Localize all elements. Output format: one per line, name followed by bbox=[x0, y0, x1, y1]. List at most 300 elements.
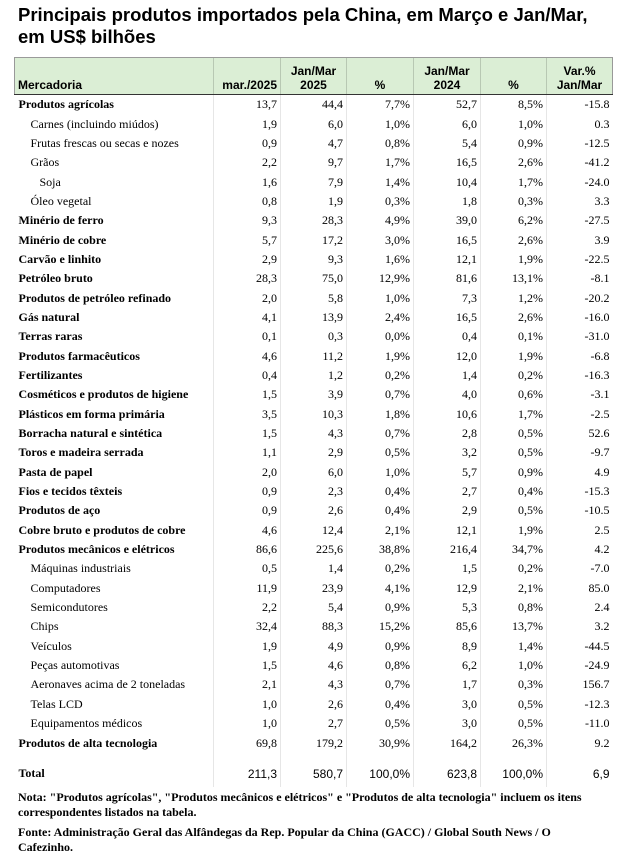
cell-janmar2025: 4,3 bbox=[281, 424, 347, 443]
cell-variation: -16.3 bbox=[547, 366, 613, 385]
cell-janmar2025: 28,3 bbox=[281, 211, 347, 230]
cell-pct-2024: 0,5% bbox=[481, 424, 547, 443]
cell-variation: -9.7 bbox=[547, 443, 613, 462]
cell-variation: 2.4 bbox=[547, 598, 613, 617]
cell-variation: 4.2 bbox=[547, 540, 613, 559]
cell-pct-2025: 12,9% bbox=[347, 269, 414, 288]
total-cell-mar2025: 211,3 bbox=[214, 761, 281, 787]
cell-pct-2024: 13,7% bbox=[481, 617, 547, 636]
cell-mercadoria: Óleo vegetal bbox=[30, 193, 92, 208]
cell-pct-2025: 0,4% bbox=[347, 695, 414, 714]
table-row bbox=[15, 424, 613, 443]
cell-pct-2024: 1,4% bbox=[481, 637, 547, 656]
cell-variation: -15.8 bbox=[547, 95, 613, 115]
cell-janmar2025: 5,8 bbox=[281, 288, 347, 307]
header-variation bbox=[547, 58, 613, 95]
total-cell-janmar2025: 580,7 bbox=[281, 761, 347, 787]
cell-pct-2025: 3,0% bbox=[347, 230, 414, 249]
cell-janmar2024: 12,9 bbox=[414, 579, 481, 598]
cell-janmar2025: 4,7 bbox=[281, 134, 347, 153]
table-row bbox=[15, 559, 613, 578]
cell-janmar2025: 2,3 bbox=[281, 482, 347, 501]
header-variation-line1: Var.% bbox=[563, 64, 596, 78]
cell-janmar2025: 225,6 bbox=[281, 540, 347, 559]
cell-mercadoria: Aeronaves acima de 2 toneladas bbox=[30, 677, 186, 692]
table-row bbox=[15, 617, 613, 636]
cell-variation: 0.3 bbox=[547, 114, 613, 133]
cell-pct-2024: 0,5% bbox=[481, 695, 547, 714]
cell-pct-2024: 0,9% bbox=[481, 463, 547, 482]
table-row bbox=[15, 733, 613, 752]
cell-pct-2025: 1,6% bbox=[347, 250, 414, 269]
cell-mercadoria: Produtos de aço bbox=[18, 503, 101, 518]
cell-mar2025: 28,3 bbox=[214, 269, 281, 288]
cell-mar2025: 1,9 bbox=[214, 114, 281, 133]
cell-pct-2025: 0,7% bbox=[347, 675, 414, 694]
cell-janmar2024: 39,0 bbox=[414, 211, 481, 230]
cell-mar2025: 32,4 bbox=[214, 617, 281, 636]
cell-janmar2025: 17,2 bbox=[281, 230, 347, 249]
cell-pct-2024: 0,9% bbox=[481, 134, 547, 153]
cell-variation: -31.0 bbox=[547, 327, 613, 346]
cell-variation: 85.0 bbox=[547, 579, 613, 598]
cell-mar2025: 69,8 bbox=[214, 733, 281, 752]
header-variation-line2: Jan/Mar bbox=[556, 78, 603, 92]
cell-janmar2024: 6,2 bbox=[414, 656, 481, 675]
cell-mercadoria: Frutas frescas ou secas e nozes bbox=[30, 135, 179, 150]
cell-pct-2025: 0,3% bbox=[347, 192, 414, 211]
spacer-cell bbox=[214, 753, 281, 761]
cell-janmar2025: 2,6 bbox=[281, 501, 347, 520]
cell-variation: -3.1 bbox=[547, 385, 613, 404]
cell-mercadoria: Produtos de petróleo refinado bbox=[18, 290, 172, 305]
cell-mercadoria: Peças automotivas bbox=[30, 658, 120, 673]
table-row bbox=[15, 366, 613, 385]
cell-mar2025: 1,5 bbox=[214, 424, 281, 443]
cell-pct-2025: 1,7% bbox=[347, 153, 414, 172]
cell-mar2025: 1,1 bbox=[214, 443, 281, 462]
cell-mercadoria: Cobre bruto e produtos de cobre bbox=[18, 522, 186, 537]
cell-mar2025: 2,2 bbox=[214, 598, 281, 617]
page-title: Principais produtos importados pela China, em Março e Jan/Mar, em US$ bilhões bbox=[18, 4, 588, 47]
header-pct-2024: % bbox=[481, 58, 547, 95]
cell-mercadoria: Fios e tecidos têxteis bbox=[18, 484, 123, 499]
header-janmar2024 bbox=[414, 58, 481, 95]
cell-janmar2025: 1,9 bbox=[281, 192, 347, 211]
cell-variation: 3.9 bbox=[547, 230, 613, 249]
cell-janmar2024: 1,7 bbox=[414, 675, 481, 694]
table-row bbox=[15, 675, 613, 694]
table-row bbox=[15, 230, 613, 249]
cell-janmar2025: 7,9 bbox=[281, 172, 347, 191]
cell-pct-2025: 0,7% bbox=[347, 424, 414, 443]
cell-mercadoria: Chips bbox=[30, 619, 59, 634]
cell-mercadoria: Toros e madeira serrada bbox=[18, 445, 144, 460]
cell-pct-2025: 0,5% bbox=[347, 443, 414, 462]
cell-pct-2024: 6,2% bbox=[481, 211, 547, 230]
cell-variation: -44.5 bbox=[547, 637, 613, 656]
cell-pct-2025: 0,0% bbox=[347, 327, 414, 346]
table-row bbox=[15, 598, 613, 617]
cell-janmar2025: 3,9 bbox=[281, 385, 347, 404]
total-cell-mercadoria: Total bbox=[18, 766, 45, 781]
cell-variation: 3.3 bbox=[547, 192, 613, 211]
cell-variation: -22.5 bbox=[547, 250, 613, 269]
cell-pct-2024: 0,3% bbox=[481, 192, 547, 211]
cell-pct-2025: 0,7% bbox=[347, 385, 414, 404]
table-row bbox=[15, 482, 613, 501]
cell-pct-2024: 0,8% bbox=[481, 598, 547, 617]
spacer-cell bbox=[281, 753, 347, 761]
cell-variation: -12.3 bbox=[547, 695, 613, 714]
cell-janmar2024: 12,1 bbox=[414, 521, 481, 540]
table-row bbox=[15, 211, 613, 230]
cell-mercadoria: Minério de cobre bbox=[18, 232, 107, 247]
cell-mar2025: 3,5 bbox=[214, 405, 281, 424]
cell-mercadoria: Soja bbox=[39, 174, 61, 189]
cell-janmar2025: 1,4 bbox=[281, 559, 347, 578]
cell-variation: 52.6 bbox=[547, 424, 613, 443]
cell-pct-2024: 0,3% bbox=[481, 675, 547, 694]
cell-janmar2025: 6,0 bbox=[281, 463, 347, 482]
cell-variation: 3.2 bbox=[547, 617, 613, 636]
cell-variation: -6.8 bbox=[547, 346, 613, 365]
cell-pct-2025: 0,4% bbox=[347, 501, 414, 520]
cell-janmar2024: 85,6 bbox=[414, 617, 481, 636]
cell-mercadoria: Grãos bbox=[30, 155, 60, 170]
cell-pct-2024: 26,3% bbox=[481, 733, 547, 752]
table-row bbox=[15, 153, 613, 172]
spacer-cell bbox=[347, 753, 414, 761]
table-row bbox=[15, 637, 613, 656]
cell-pct-2024: 1,9% bbox=[481, 346, 547, 365]
table-row bbox=[15, 327, 613, 346]
cell-pct-2024: 0,5% bbox=[481, 714, 547, 733]
cell-mercadoria: Carnes (incluindo miúdos) bbox=[30, 116, 159, 131]
cell-pct-2024: 0,5% bbox=[481, 443, 547, 462]
cell-mar2025: 4,1 bbox=[214, 308, 281, 327]
cell-pct-2025: 1,0% bbox=[347, 463, 414, 482]
cell-variation: -24.0 bbox=[547, 172, 613, 191]
cell-mar2025: 2,2 bbox=[214, 153, 281, 172]
cell-janmar2025: 179,2 bbox=[281, 733, 347, 752]
spacer-row bbox=[15, 753, 613, 761]
cell-pct-2025: 1,0% bbox=[347, 288, 414, 307]
cell-variation: -2.5 bbox=[547, 405, 613, 424]
cell-janmar2025: 75,0 bbox=[281, 269, 347, 288]
spacer-cell bbox=[15, 753, 214, 761]
cell-pct-2024: 1,2% bbox=[481, 288, 547, 307]
table-row bbox=[15, 714, 613, 733]
cell-mar2025: 0,4 bbox=[214, 366, 281, 385]
cell-janmar2024: 0,4 bbox=[414, 327, 481, 346]
cell-mercadoria: Fertilizantes bbox=[18, 367, 83, 382]
cell-pct-2025: 2,4% bbox=[347, 308, 414, 327]
cell-janmar2024: 1,8 bbox=[414, 192, 481, 211]
table-row bbox=[15, 250, 613, 269]
cell-janmar2024: 1,4 bbox=[414, 366, 481, 385]
cell-janmar2024: 16,5 bbox=[414, 153, 481, 172]
cell-janmar2024: 3,2 bbox=[414, 443, 481, 462]
cell-pct-2025: 0,5% bbox=[347, 714, 414, 733]
table-body bbox=[15, 95, 613, 787]
cell-mercadoria: Carvão e linhito bbox=[18, 251, 102, 266]
header-janmar2024-line2: 2024 bbox=[433, 78, 461, 92]
cell-mercadoria: Terras raras bbox=[18, 329, 83, 344]
table-row bbox=[15, 192, 613, 211]
cell-janmar2024: 5,4 bbox=[414, 134, 481, 153]
cell-janmar2024: 5,7 bbox=[414, 463, 481, 482]
cell-pct-2025: 1,9% bbox=[347, 346, 414, 365]
cell-janmar2025: 2,9 bbox=[281, 443, 347, 462]
cell-janmar2025: 44,4 bbox=[281, 95, 347, 115]
cell-pct-2025: 38,8% bbox=[347, 540, 414, 559]
total-cell-janmar2024: 623,8 bbox=[414, 761, 481, 787]
cell-pct-2025: 4,9% bbox=[347, 211, 414, 230]
total-row bbox=[15, 761, 613, 787]
cell-pct-2025: 4,1% bbox=[347, 579, 414, 598]
cell-janmar2024: 81,6 bbox=[414, 269, 481, 288]
cell-pct-2025: 0,8% bbox=[347, 134, 414, 153]
cell-janmar2025: 2,6 bbox=[281, 695, 347, 714]
table-row bbox=[15, 656, 613, 675]
cell-pct-2025: 0,4% bbox=[347, 482, 414, 501]
cell-pct-2024: 0,6% bbox=[481, 385, 547, 404]
table-header bbox=[15, 58, 613, 95]
cell-mar2025: 1,0 bbox=[214, 695, 281, 714]
table-row bbox=[15, 463, 613, 482]
cell-mar2025: 9,3 bbox=[214, 211, 281, 230]
cell-janmar2024: 5,3 bbox=[414, 598, 481, 617]
cell-janmar2024: 52,7 bbox=[414, 95, 481, 115]
cell-mar2025: 1,0 bbox=[214, 714, 281, 733]
cell-variation: -10.5 bbox=[547, 501, 613, 520]
cell-mercadoria: Veículos bbox=[30, 638, 72, 653]
cell-janmar2024: 16,5 bbox=[414, 308, 481, 327]
cell-mar2025: 0,9 bbox=[214, 134, 281, 153]
cell-pct-2024: 0,4% bbox=[481, 482, 547, 501]
cell-pct-2025: 2,1% bbox=[347, 521, 414, 540]
table-row bbox=[15, 540, 613, 559]
table-row bbox=[15, 695, 613, 714]
cell-mercadoria: Petróleo bruto bbox=[18, 271, 93, 286]
cell-janmar2025: 88,3 bbox=[281, 617, 347, 636]
table-row bbox=[15, 269, 613, 288]
cell-janmar2025: 5,4 bbox=[281, 598, 347, 617]
cell-janmar2024: 216,4 bbox=[414, 540, 481, 559]
table-row bbox=[15, 346, 613, 365]
header-janmar2024-line1: Jan/Mar bbox=[424, 64, 470, 78]
cell-janmar2024: 6,0 bbox=[414, 114, 481, 133]
cell-pct-2024: 2,6% bbox=[481, 230, 547, 249]
table-row bbox=[15, 521, 613, 540]
cell-pct-2024: 8,5% bbox=[481, 95, 547, 115]
cell-janmar2024: 10,6 bbox=[414, 405, 481, 424]
cell-variation: -12.5 bbox=[547, 134, 613, 153]
cell-pct-2025: 0,9% bbox=[347, 598, 414, 617]
cell-mercadoria: Plásticos em forma primária bbox=[18, 406, 165, 421]
cell-pct-2025: 0,2% bbox=[347, 559, 414, 578]
table-row bbox=[15, 172, 613, 191]
table-row bbox=[15, 288, 613, 307]
cell-pct-2025: 1,8% bbox=[347, 405, 414, 424]
cell-variation: 9.2 bbox=[547, 733, 613, 752]
spacer-cell bbox=[414, 753, 481, 761]
cell-mar2025: 2,0 bbox=[214, 288, 281, 307]
cell-pct-2024: 2,6% bbox=[481, 308, 547, 327]
cell-mar2025: 2,9 bbox=[214, 250, 281, 269]
cell-janmar2024: 4,0 bbox=[414, 385, 481, 404]
total-cell-variation: 6,9 bbox=[547, 761, 613, 787]
cell-pct-2024: 0,2% bbox=[481, 366, 547, 385]
table-row bbox=[15, 443, 613, 462]
cell-mar2025: 1,5 bbox=[214, 385, 281, 404]
cell-pct-2025: 30,9% bbox=[347, 733, 414, 752]
cell-mar2025: 0,8 bbox=[214, 192, 281, 211]
cell-janmar2024: 2,7 bbox=[414, 482, 481, 501]
cell-variation: 4.9 bbox=[547, 463, 613, 482]
header-pct-2025: % bbox=[347, 58, 414, 95]
cell-mar2025: 11,9 bbox=[214, 579, 281, 598]
cell-pct-2025: 0,2% bbox=[347, 366, 414, 385]
header-janmar2025-line2: 2025 bbox=[300, 78, 327, 92]
cell-mercadoria: Borracha natural e sintética bbox=[18, 426, 163, 441]
cell-mercadoria: Semicondutores bbox=[30, 600, 108, 615]
cell-janmar2024: 7,3 bbox=[414, 288, 481, 307]
cell-janmar2025: 1,2 bbox=[281, 366, 347, 385]
total-cell-pct-2024: 100,0% bbox=[481, 761, 547, 787]
cell-mar2025: 0,5 bbox=[214, 559, 281, 578]
cell-pct-2024: 0,5% bbox=[481, 501, 547, 520]
cell-janmar2025: 6,0 bbox=[281, 114, 347, 133]
cell-pct-2024: 1,7% bbox=[481, 405, 547, 424]
table-row bbox=[15, 114, 613, 133]
cell-mar2025: 0,9 bbox=[214, 501, 281, 520]
cell-pct-2024: 0,2% bbox=[481, 559, 547, 578]
cell-mar2025: 4,6 bbox=[214, 521, 281, 540]
cell-pct-2025: 7,7% bbox=[347, 95, 414, 115]
spacer-cell bbox=[547, 753, 613, 761]
footnote: Nota: "Produtos agrícolas", "Produtos mecânicos e elétricos" e "Produtos de alta tecnologia" incluem os itens correspondentes listados na tabela. bbox=[18, 790, 582, 819]
table-row bbox=[15, 501, 613, 520]
cell-mar2025: 0,9 bbox=[214, 482, 281, 501]
cell-variation: -15.3 bbox=[547, 482, 613, 501]
cell-pct-2025: 0,8% bbox=[347, 656, 414, 675]
cell-mar2025: 4,6 bbox=[214, 346, 281, 365]
cell-janmar2025: 23,9 bbox=[281, 579, 347, 598]
cell-mar2025: 1,9 bbox=[214, 637, 281, 656]
cell-variation: -16.0 bbox=[547, 308, 613, 327]
cell-mercadoria: Produtos mecânicos e elétricos bbox=[18, 542, 175, 557]
total-cell-pct-2025: 100,0% bbox=[347, 761, 414, 787]
cell-pct-2024: 1,9% bbox=[481, 250, 547, 269]
cell-mercadoria: Produtos de alta tecnologia bbox=[18, 735, 158, 750]
cell-janmar2024: 8,9 bbox=[414, 637, 481, 656]
cell-pct-2024: 34,7% bbox=[481, 540, 547, 559]
cell-mar2025: 2,0 bbox=[214, 463, 281, 482]
header-janmar2025-line1: Jan/Mar bbox=[290, 64, 337, 78]
cell-variation: -20.2 bbox=[547, 288, 613, 307]
cell-mercadoria: Telas LCD bbox=[30, 696, 83, 711]
cell-janmar2024: 2,9 bbox=[414, 501, 481, 520]
cell-janmar2024: 1,5 bbox=[414, 559, 481, 578]
cell-mercadoria: Gás natural bbox=[18, 309, 80, 324]
cell-janmar2024: 16,5 bbox=[414, 230, 481, 249]
cell-mercadoria: Pasta de papel bbox=[18, 464, 93, 479]
cell-mercadoria: Minério de ferro bbox=[18, 213, 104, 228]
header-mar2025: mar./2025 bbox=[214, 58, 281, 95]
cell-mar2025: 1,6 bbox=[214, 172, 281, 191]
cell-mar2025: 13,7 bbox=[214, 95, 281, 115]
cell-pct-2024: 0,1% bbox=[481, 327, 547, 346]
cell-mercadoria: Cosméticos e produtos de higiene bbox=[18, 387, 189, 402]
header-janmar2025 bbox=[281, 58, 347, 95]
cell-janmar2025: 4,3 bbox=[281, 675, 347, 694]
cell-mercadoria: Produtos agrícolas bbox=[18, 97, 114, 112]
cell-pct-2024: 1,7% bbox=[481, 172, 547, 191]
cell-mercadoria: Computadores bbox=[30, 580, 101, 595]
cell-janmar2025: 9,7 bbox=[281, 153, 347, 172]
spacer-cell bbox=[481, 753, 547, 761]
cell-mercadoria: Equipamentos médicos bbox=[30, 716, 143, 731]
cell-mar2025: 0,1 bbox=[214, 327, 281, 346]
cell-pct-2024: 1,0% bbox=[481, 656, 547, 675]
header-mercadoria: Mercadoria bbox=[15, 58, 214, 95]
cell-janmar2024: 12,0 bbox=[414, 346, 481, 365]
cell-mar2025: 5,7 bbox=[214, 230, 281, 249]
cell-variation: -24.9 bbox=[547, 656, 613, 675]
cell-janmar2025: 9,3 bbox=[281, 250, 347, 269]
cell-pct-2025: 15,2% bbox=[347, 617, 414, 636]
cell-janmar2024: 12,1 bbox=[414, 250, 481, 269]
cell-pct-2025: 1,4% bbox=[347, 172, 414, 191]
cell-mar2025: 86,6 bbox=[214, 540, 281, 559]
cell-variation: -41.2 bbox=[547, 153, 613, 172]
table-row bbox=[15, 405, 613, 424]
imports-table bbox=[14, 57, 613, 787]
cell-janmar2024: 10,4 bbox=[414, 172, 481, 191]
table-row bbox=[15, 385, 613, 404]
cell-pct-2024: 2,6% bbox=[481, 153, 547, 172]
cell-janmar2024: 3,0 bbox=[414, 714, 481, 733]
cell-janmar2025: 0,3 bbox=[281, 327, 347, 346]
cell-pct-2025: 1,0% bbox=[347, 114, 414, 133]
cell-janmar2024: 164,2 bbox=[414, 733, 481, 752]
cell-janmar2025: 13,9 bbox=[281, 308, 347, 327]
cell-pct-2024: 2,1% bbox=[481, 579, 547, 598]
cell-mercadoria: Produtos farmacêuticos bbox=[18, 348, 140, 363]
cell-mar2025: 1,5 bbox=[214, 656, 281, 675]
cell-pct-2024: 13,1% bbox=[481, 269, 547, 288]
cell-janmar2025: 12,4 bbox=[281, 521, 347, 540]
cell-mar2025: 2,1 bbox=[214, 675, 281, 694]
cell-variation: -11.0 bbox=[547, 714, 613, 733]
cell-variation: 156.7 bbox=[547, 675, 613, 694]
table-row bbox=[15, 95, 613, 115]
table-row bbox=[15, 308, 613, 327]
cell-variation: 2.5 bbox=[547, 521, 613, 540]
cell-janmar2025: 4,6 bbox=[281, 656, 347, 675]
cell-pct-2025: 0,9% bbox=[347, 637, 414, 656]
cell-pct-2024: 1,0% bbox=[481, 114, 547, 133]
table-row bbox=[15, 134, 613, 153]
table-row bbox=[15, 579, 613, 598]
cell-janmar2024: 2,8 bbox=[414, 424, 481, 443]
cell-variation: -27.5 bbox=[547, 211, 613, 230]
cell-janmar2025: 2,7 bbox=[281, 714, 347, 733]
source-note: Fonte: Administração Geral das Alfândegas da Rep. Popular da China (GACC) / Global South News / O Cafezinho. bbox=[18, 825, 551, 854]
cell-janmar2025: 11,2 bbox=[281, 346, 347, 365]
